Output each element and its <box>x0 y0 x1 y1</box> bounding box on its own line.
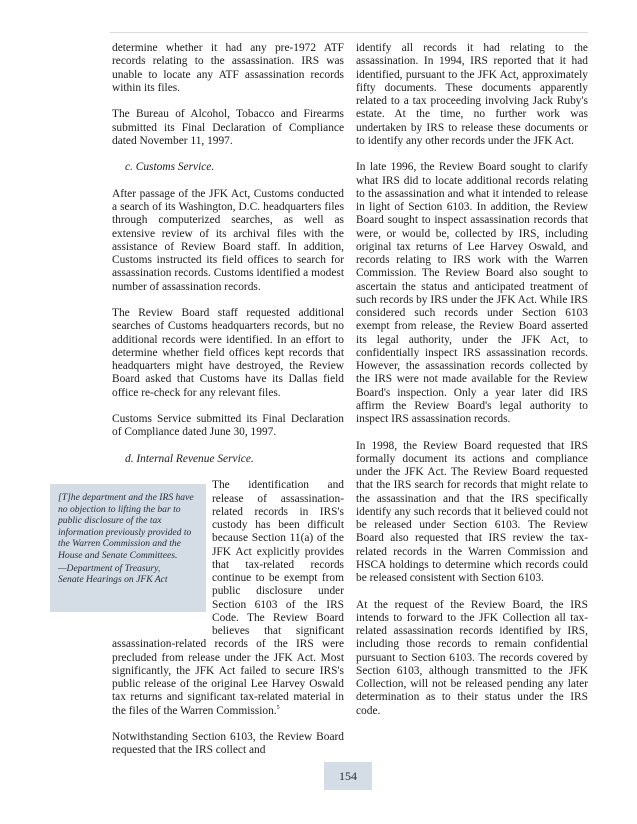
paragraph: Notwithstanding Section 6103, the Review Board requested that the IRS collect and <box>112 731 344 757</box>
paragraph: In late 1996, the Review Board sought to clarify what IRS did to locate additional records relating to the assassination and what it intended to release in light of Section 6103. In addition, the Review Board sought to inspect assassination records that were, or would be, collected by IRS, including original tax returns of Lee Harvey Oswald, and records relating to IRS work with the Warren Commission. The Review Board also sought to ascertain the status and anticipated treatment of such records by IRS under the JFK Act. While IRS considered such records under Section 6103 exempt from release, the Review Board asserted its legal authority, under the JFK Act, to confidentially inspect IRS assassination records. However, the assassination records collected by the IRS were not made available for the Review Board's inspection. Only a year later did IRS affirm the Review Board's legal authority to inspect IRS assassination records. <box>356 161 589 425</box>
paragraph: determine whether it had any pre-1972 ATF records relating to the assassination. IRS was unable to locate any ATF assassination records within its files. <box>112 42 344 94</box>
paragraph: Customs Service submitted its Final Declaration of Compliance dated June 30, 1997. <box>112 413 344 439</box>
pullquote-attribution-source: Senate Hearings on JFK Act <box>58 574 168 586</box>
paragraph: At the request of the Review Board, the IRS intends to forward to the JFK Collection all tax-related assassination records identified by IRS, including those records to remain confidential pursuant to Section 6103. The records covered by Section 6103, although transmitted to the JFK Collection, will not be released pending any later determination as to their status under the IRS code. <box>356 598 588 717</box>
top-rule <box>110 32 588 33</box>
section-heading-irs: d. Internal Revenue Service. <box>125 452 254 465</box>
paragraph: The Review Board staff requested additional searches of Customs headquarters records, but no additional records were identified. In an effort to determine whether field offices kept records that headquarters might have destroyed, the Review Board asked that Customs have its Dallas field office re-check for any relevant files. <box>112 307 344 399</box>
pullquote-text: [T]he department and the IRS have no objection to lifting the bar to public disclosure of the tax information previously provided to the Warren Commission and the House and Senate Committees. <box>58 492 194 561</box>
paragraph: In 1998, the Review Board requested that IRS formally document its actions and compliance under the JFK Act. The Review Board requested that the IRS search for records that might relate to the assassination and that the IRS specifically identify any such records that it believed could not be released under Section 6103. The Review Board also requested that IRS review the tax-related records in the Warren Commission and HSCA holdings to determine which records could be released consistent with Section 6103. <box>356 439 588 584</box>
right-column <box>356 42 588 731</box>
page-number: 154 <box>324 762 372 790</box>
paragraph: identify all records it had relating to the assassination. In 1994, IRS reported that it had identified, pursuant to the JFK Act, approximately fifty documents. These documents apparently related to a tax proceeding involving Jack Ruby's estate. At the time, no further work was undertaken by IRS to release these documents or to identify any other records under the JFK Act. <box>356 42 588 147</box>
pullquote <box>50 484 206 612</box>
pullquote-attribution: —Department of Treasury, <box>58 562 161 574</box>
section-heading-customs: c. Customs Service. <box>125 161 215 174</box>
paragraph: The Bureau of Alcohol, Tobacco and Firearms submitted its Final Declaration of Compliance dated November 11, 1997. <box>112 108 344 147</box>
paragraph-text: The identification and release of assassination-related records in IRS's custody has been difficult because Section 11(a) of the JFK Act explicitly provides that tax-related records continue to be exempt from public disclosure under Section 6103 of the IRS Code. The Review Board believes that significant assassination-related records of the IRS were precluded from release under the JFK Act. Most significantly, the JFK Act failed to secure IRS's public release of the original Lee Harvey Oswald tax returns and significant tax-related material in the files of the Warren Commission. <box>112 479 344 717</box>
left-column <box>112 42 344 771</box>
footnote-marker[interactable]: 5 <box>276 704 280 711</box>
paragraph: After passage of the JFK Act, Customs conducted a search of its Washington, D.C. headquarters files through computerized searches, as well as extensive review of its archival files with the assistance of Review Board staff. In addition, Customs instructed its field offices to search for assassination records. Customs identified a modest number of assassination records. <box>112 187 344 293</box>
